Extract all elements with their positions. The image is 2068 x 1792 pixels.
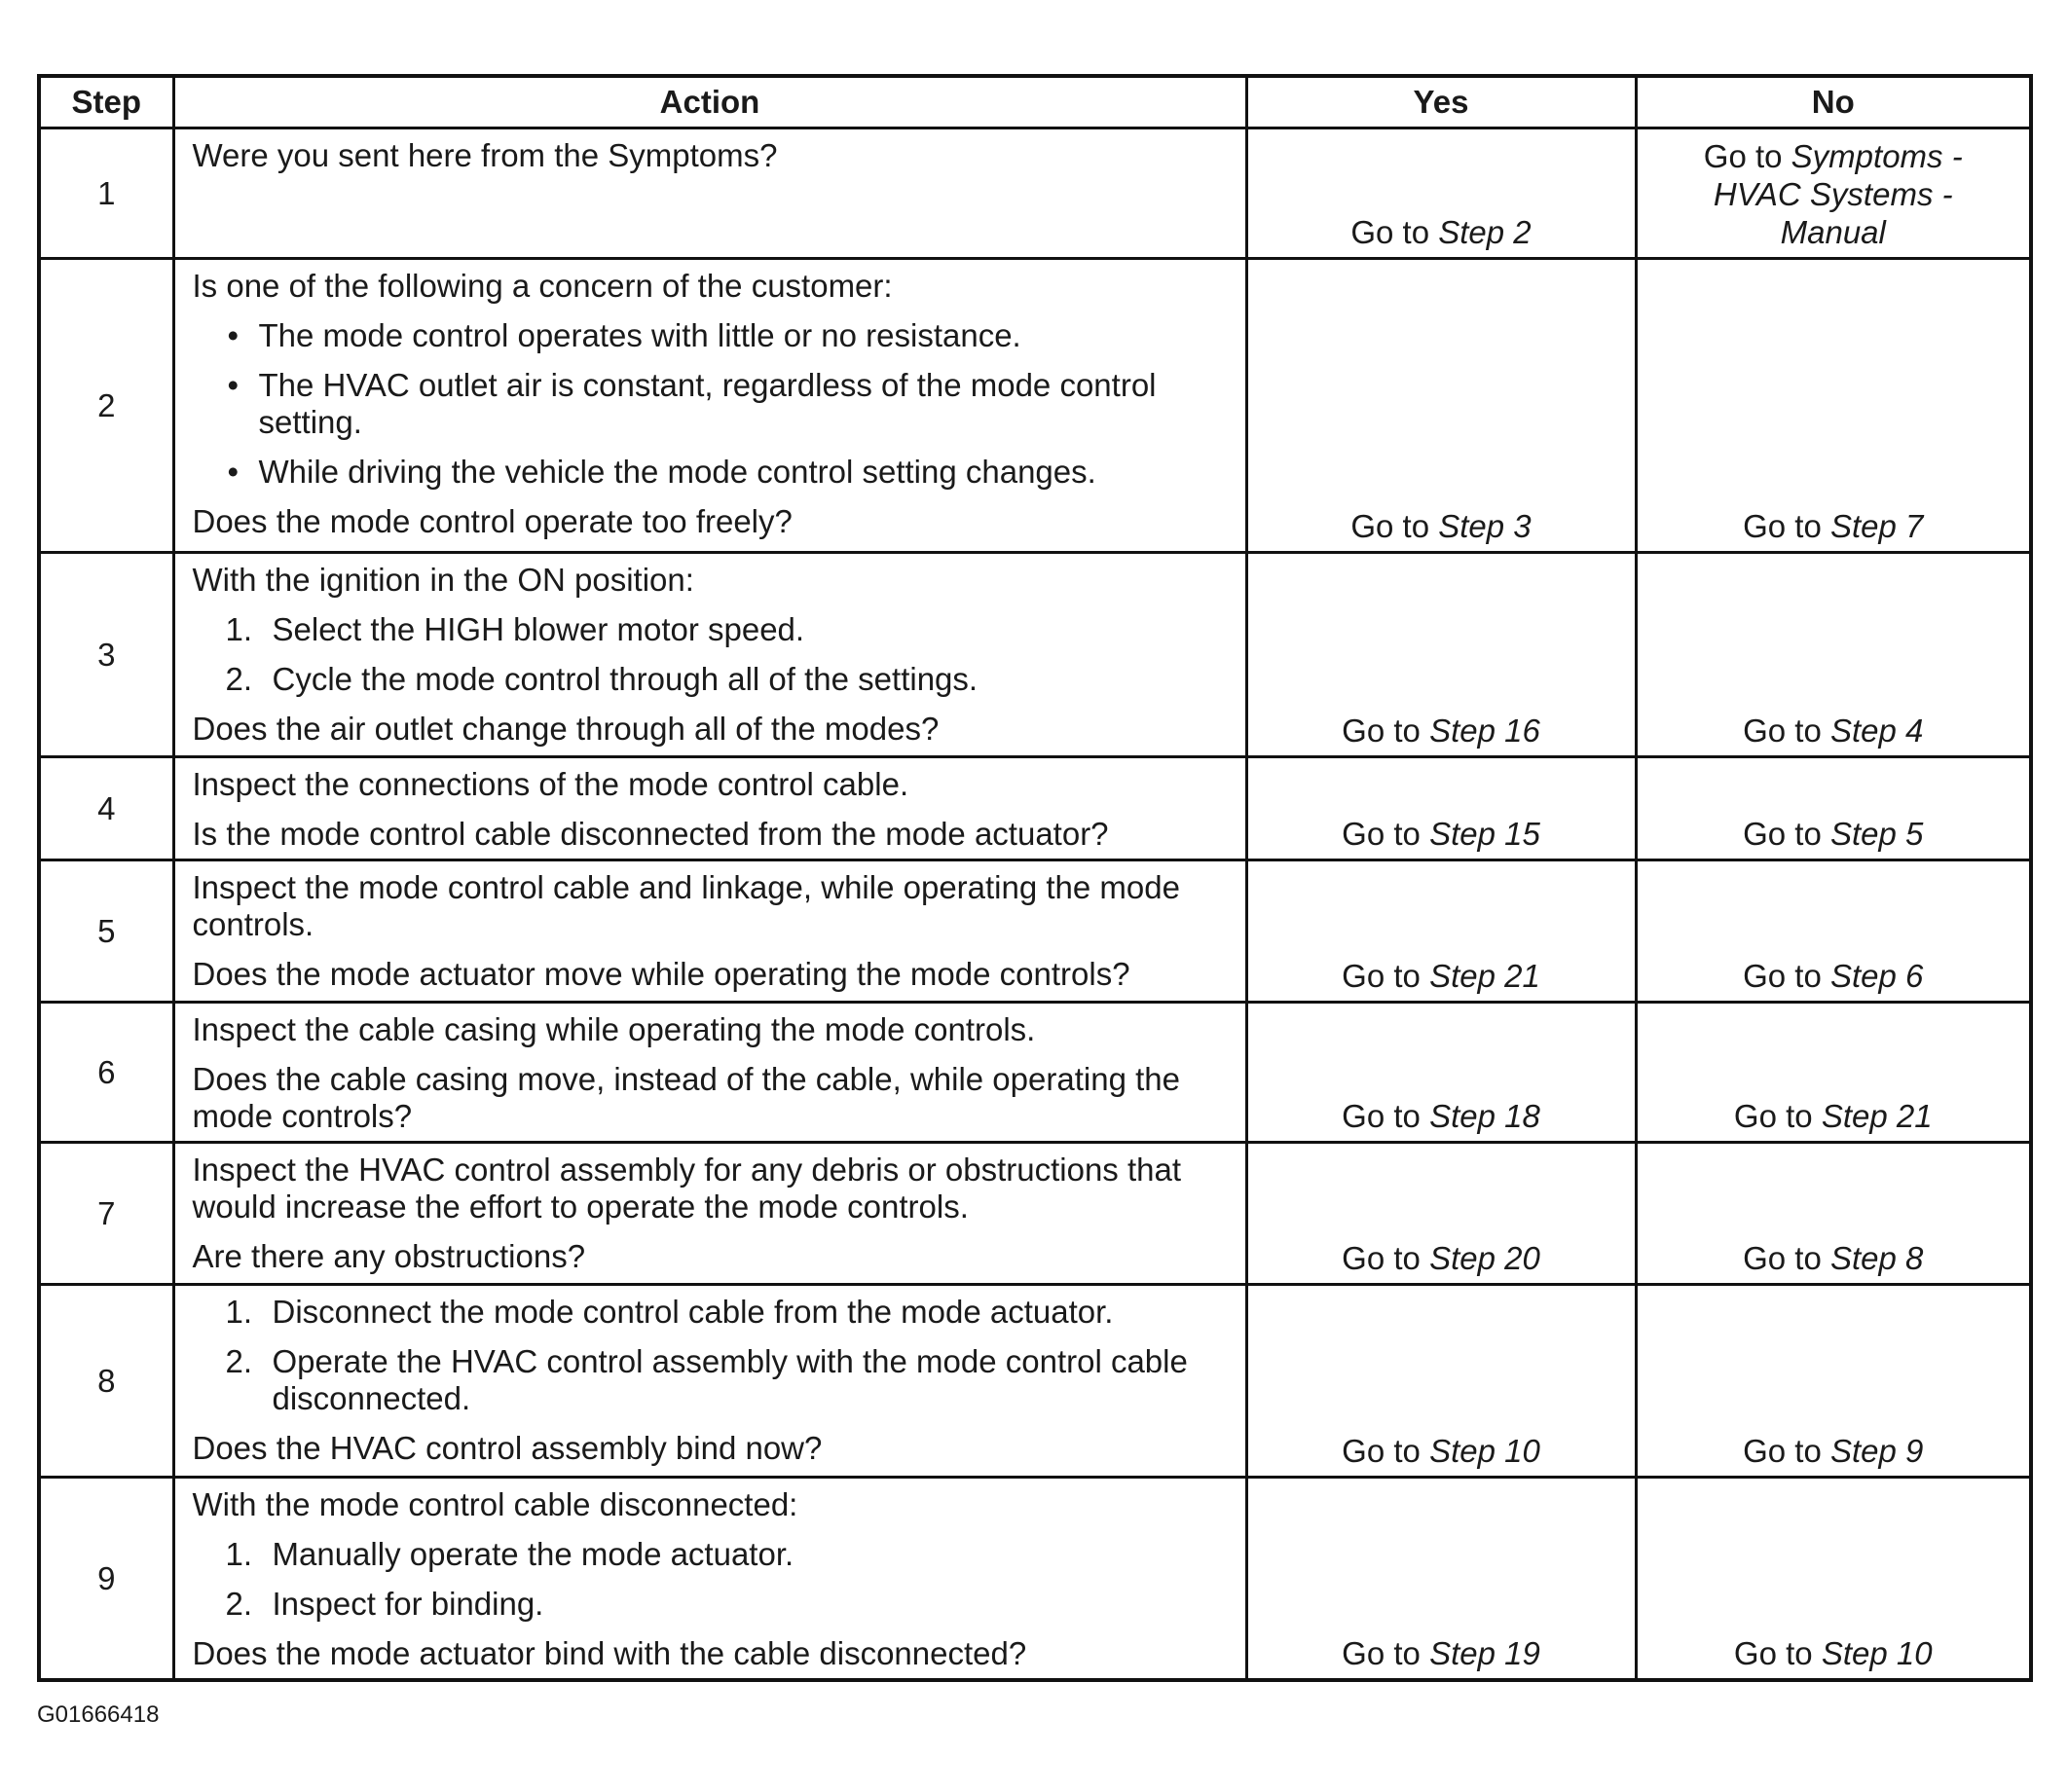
header-action: Action — [173, 76, 1246, 128]
goto-prefix: Go to — [1342, 713, 1430, 749]
table-row — [39, 553, 2031, 757]
bullet-mark: • — [227, 317, 240, 353]
goto-line — [1645, 175, 2022, 213]
header-no: No — [1636, 76, 2031, 128]
goto-target: Step 16 — [1429, 713, 1540, 749]
numbered-item — [193, 611, 1234, 648]
action-cell — [173, 128, 1246, 259]
action-cell — [173, 860, 1246, 1003]
no-cell — [1636, 1285, 2031, 1478]
action-text: Does the HVAC control assembly bind now? — [192, 1430, 823, 1466]
item-text: The mode control operates with little or no resistance. — [258, 317, 1021, 353]
goto-target: HVAC Systems - — [1713, 176, 1953, 212]
action-text: With the mode control cable disconnected: — [192, 1486, 798, 1522]
action-text: Inspect the cable casing while operating the mode controls. — [192, 1011, 1036, 1047]
header-yes: Yes — [1246, 76, 1636, 128]
goto-target: Step 10 — [1821, 1635, 1933, 1671]
numbered-item — [193, 1343, 1234, 1417]
table-row — [39, 259, 2031, 553]
goto-target: Step 8 — [1829, 1240, 1924, 1276]
goto-prefix: Go to — [1342, 1433, 1430, 1469]
numbered-item — [193, 661, 1234, 698]
goto-prefix: Go to — [1342, 1635, 1430, 1671]
step-number: 7 — [39, 1143, 173, 1285]
yes-cell — [1246, 1003, 1636, 1143]
yes-cell — [1246, 1285, 1636, 1478]
item-number: 2. — [225, 1586, 253, 1622]
action-text: Are there any obstructions? — [192, 1238, 586, 1274]
no-cell — [1636, 1143, 2031, 1285]
goto-prefix: Go to — [1743, 1433, 1830, 1469]
diagnostic-table — [37, 74, 2033, 1682]
action-text: Does the air outlet change through all of the modes? — [192, 711, 940, 747]
item-number: 1. — [225, 1294, 253, 1330]
goto-target: Step 9 — [1829, 1433, 1924, 1469]
table-row — [39, 860, 2031, 1003]
goto-target: Step 21 — [1429, 958, 1540, 994]
goto-target: Step 19 — [1429, 1635, 1540, 1671]
bullet-item — [193, 454, 1234, 491]
action-text: Inspect the HVAC control assembly for any debris or obstructions that would increase the effort to operate the mode controls. — [192, 1152, 1182, 1225]
action-cell — [173, 1478, 1246, 1681]
table-row — [39, 128, 2031, 259]
table-body — [39, 128, 2031, 1681]
goto-target: Step 10 — [1429, 1433, 1540, 1469]
goto-target: Step 18 — [1429, 1098, 1540, 1134]
goto-prefix: Go to — [1342, 1240, 1430, 1276]
figure-id: G01666418 — [37, 1701, 160, 1728]
action-text: Does the mode actuator move while operating the mode controls? — [192, 956, 1130, 992]
step-number: 9 — [39, 1478, 173, 1681]
action-text: Is one of the following a concern of the customer: — [192, 268, 893, 304]
item-number: 1. — [225, 1536, 253, 1572]
goto-prefix: Go to — [1733, 1635, 1822, 1671]
action-cell — [173, 553, 1246, 757]
yes-cell — [1246, 128, 1636, 259]
table-row — [39, 1143, 2031, 1285]
goto-target: Step 3 — [1438, 508, 1532, 544]
goto-prefix: Go to — [1743, 958, 1830, 994]
no-cell — [1636, 860, 2031, 1003]
goto-prefix: Go to — [1733, 1098, 1822, 1134]
no-cell — [1636, 259, 2031, 553]
goto-target: Step 5 — [1829, 816, 1924, 852]
action-text: Inspect the mode control cable and linkage, while operating the mode controls. — [192, 869, 1180, 942]
item-text: Disconnect the mode control cable from the mode actuator. — [272, 1294, 1114, 1330]
item-number: 2. — [225, 1343, 253, 1379]
table-row — [39, 1285, 2031, 1478]
yes-cell — [1246, 553, 1636, 757]
item-text: Manually operate the mode actuator. — [272, 1536, 794, 1572]
bullet-mark: • — [227, 454, 240, 490]
goto-prefix: Go to — [1342, 1098, 1430, 1134]
step-number: 6 — [39, 1003, 173, 1143]
action-text: Is the mode control cable disconnected from the mode actuator? — [192, 816, 1109, 852]
goto-prefix: Go to — [1743, 1240, 1830, 1276]
numbered-item — [193, 1586, 1234, 1623]
bullet-item — [193, 367, 1234, 441]
step-number: 3 — [39, 553, 173, 757]
goto-target: Step 2 — [1438, 214, 1532, 250]
step-number: 1 — [39, 128, 173, 259]
goto-target: Symptoms - — [1791, 138, 1963, 174]
goto-target: Step 7 — [1829, 508, 1924, 544]
yes-cell — [1246, 757, 1636, 860]
goto-target: Step 4 — [1829, 713, 1924, 749]
step-number: 2 — [39, 259, 173, 553]
goto-target: Step 6 — [1829, 958, 1924, 994]
item-text: Select the HIGH blower motor speed. — [272, 611, 805, 647]
item-text: The HVAC outlet air is constant, regardless of the mode control setting. — [258, 367, 1157, 440]
yes-cell — [1246, 1143, 1636, 1285]
goto-target: Step 20 — [1429, 1240, 1540, 1276]
header-step: Step — [39, 76, 173, 128]
action-cell — [173, 259, 1246, 553]
goto-prefix: Go to — [1350, 508, 1439, 544]
action-cell — [173, 1143, 1246, 1285]
step-number: 4 — [39, 757, 173, 860]
goto-prefix: Go to — [1743, 508, 1830, 544]
goto-target: Step 21 — [1821, 1098, 1933, 1134]
table-row — [39, 757, 2031, 860]
table-row — [39, 1003, 2031, 1143]
goto-prefix: Go to — [1703, 138, 1791, 174]
action-text: Does the mode control operate too freely? — [192, 503, 793, 539]
action-text: Inspect the connections of the mode control cable. — [192, 766, 909, 802]
step-number: 5 — [39, 860, 173, 1003]
item-text: Operate the HVAC control assembly with the mode control cable disconnected. — [272, 1343, 1188, 1416]
table-header-row — [39, 76, 2031, 128]
goto-prefix: Go to — [1342, 816, 1430, 852]
goto-line — [1645, 213, 2022, 251]
no-cell — [1636, 128, 2031, 259]
goto-target: Step 15 — [1429, 816, 1540, 852]
table-row — [39, 1478, 2031, 1681]
yes-cell — [1246, 860, 1636, 1003]
goto-prefix: Go to — [1743, 713, 1830, 749]
item-number: 2. — [225, 661, 253, 697]
numbered-item — [193, 1536, 1234, 1573]
numbered-item — [193, 1294, 1234, 1331]
goto-target: Manual — [1780, 214, 1886, 250]
bullet-item — [193, 317, 1234, 354]
action-cell — [173, 1003, 1246, 1143]
item-text: While driving the vehicle the mode control setting changes. — [258, 454, 1096, 490]
no-cell — [1636, 1003, 2031, 1143]
action-text: Does the mode actuator bind with the cable disconnected? — [192, 1635, 1027, 1671]
yes-cell — [1246, 259, 1636, 553]
goto-prefix: Go to — [1743, 816, 1830, 852]
item-text: Inspect for binding. — [272, 1586, 544, 1622]
action-text: Does the cable casing move, instead of the cable, while operating the mode controls? — [192, 1061, 1180, 1134]
yes-cell — [1246, 1478, 1636, 1681]
no-cell — [1636, 553, 2031, 757]
action-cell — [173, 1285, 1246, 1478]
goto-line — [1645, 137, 2022, 175]
bullet-mark: • — [227, 367, 240, 403]
action-cell — [173, 757, 1246, 860]
step-number: 8 — [39, 1285, 173, 1478]
action-text: Were you sent here from the Symptoms? — [192, 137, 778, 173]
item-number: 1. — [225, 611, 253, 647]
goto-prefix: Go to — [1350, 214, 1439, 250]
item-text: Cycle the mode control through all of the settings. — [272, 661, 979, 697]
action-text: With the ignition in the ON position: — [192, 562, 694, 598]
no-cell — [1636, 757, 2031, 860]
goto-prefix: Go to — [1342, 958, 1430, 994]
no-cell — [1636, 1478, 2031, 1681]
